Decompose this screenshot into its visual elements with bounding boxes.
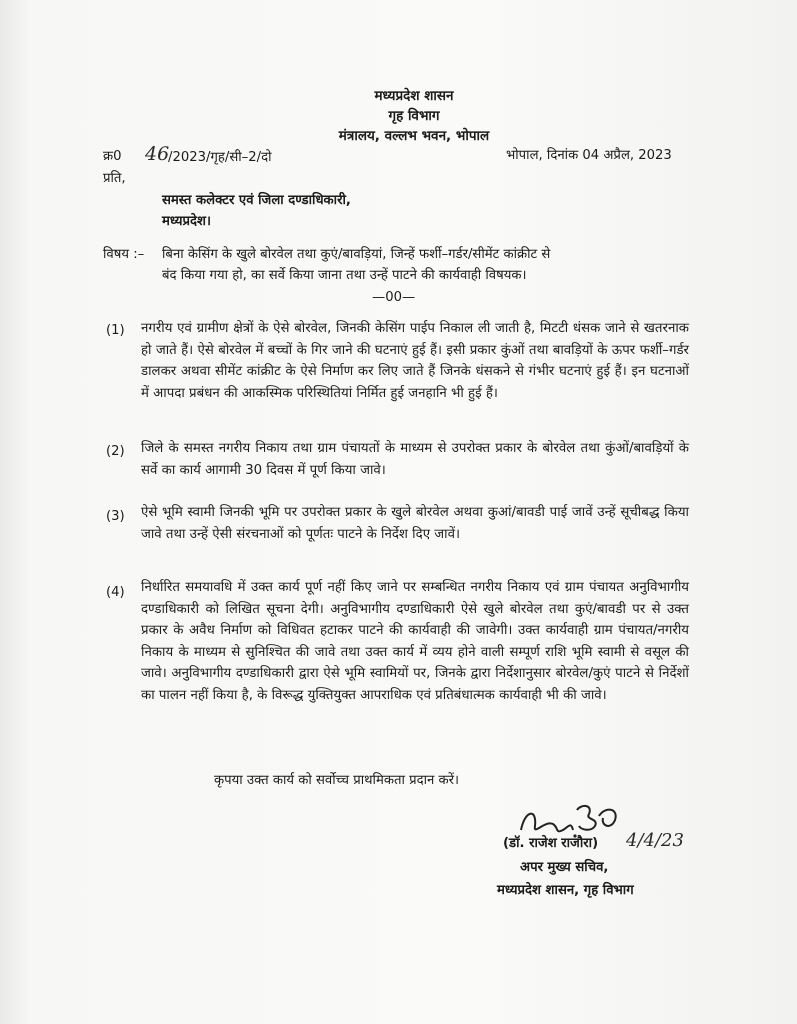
subject-line-1: बिना केसिंग के खुले बोरवेल तथा कुएं/बावड़ियां, जिन्हें फर्शी–गर्डर/सीमेंट कांक्रीट से: [162, 247, 551, 262]
closing-request: कृपया उक्त कार्य को सर्वोच्च प्राथमिकता प्रदान करें।: [214, 773, 460, 788]
paragraph-3-text: ऐसे भूमि स्वामी जिनकी भूमि पर उपरोक्त प्रकार के खुले बोरवेल अथवा कुआं/बावडी पाई जावें उन्हें सूचीबद्ध किया जावे तथा उन्हें ऐसी संरचनाओं को पूर्णतः पाटने के निर्देश दिए जावें।: [141, 505, 689, 542]
signatory-designation: अपर मुख्य सचिव,: [520, 860, 609, 875]
paragraph-3-number: (3): [106, 509, 125, 524]
handwritten-reference-number: 46: [145, 143, 170, 165]
paragraph-1-text: नगरीय एवं ग्रामीण क्षेत्रों के ऐसे बोरवेल, जिनकी केसिंग पाईप निकाल ली जाती है, मिटटी धंसक जाने से खतरनाक हो जाते हैं। ऐसे बोरवेल में बच्चों के गिर जाने की घटनाएं हुई हैं। इसी प्रकार कुंओं तथा बावड़ियों के ऊपर फर्शी–गर्डर डालकर अथवा सीमेंट कांक्रीट के ऐसे निर्माण कर लिए जाते हैं जिनके धंसकने से गंभीर घटनाएं हुई हैं। इन घटनाओं में आपदा प्रबंधन की आकस्मिक परिस्थितियां निर्मित हुई जनहानि भी हुई हैं।: [141, 321, 689, 401]
paragraph-1-number: (1): [106, 323, 125, 338]
signatory-department: मध्यप्रदेश शासन, गृह विभाग: [497, 883, 634, 898]
recipient-line-2: मध्यप्रदेश।: [162, 214, 211, 229]
recipient-line-1: समस्त कलेक्टर एवं जिला दण्डाधिकारी,: [162, 193, 351, 208]
to-label: प्रति,: [103, 171, 126, 186]
reference-prefix: क्र0: [103, 149, 122, 164]
paragraph-2-number: (2): [106, 444, 125, 459]
letter-date: भोपाल, दिनांक 04 अप्रैल, 2023: [506, 148, 672, 163]
handwritten-signature-date: 4/4/23: [626, 830, 684, 851]
paragraph-4-text: निर्धारित समयावधि में उक्त कार्य पूर्ण नहीं किए जाने पर सम्बन्धित नगरीय निकाय एवं ग्राम पंचायत अनुविभागीय दण्डाधिकारी को लिखित सूचना देगी। अनुविभागीय दण्डाधिकारी ऐसे खुले बोरवेल तथा कुएं/बावडी पर से उक्त प्रकार के अवैध निर्माण को विधिवत हटाकर पाटने की कार्यवाही की जावेगी। उक्त कार्यवाही ग्राम पंचायत/नगरीय निकाय के माध्यम से सुनिश्चित की जावे तथा उक्त कार्य में व्यय होने वाली सम्पूर्ण राशि भूमि स्वामी से वसूल की जावे। अनुविभागीय दण्डाधिकारी द्वारा ऐसे भूमि स्वामियों पर, जिनके द्वारा निर्देशानुसार बोरवेल/कुएं पाटने से निर्देशों का पालन नहीं किया है, के विरूद्ध युक्तियुक्त आपराधिक एवं प्रतिबंधात्मक कार्यवाही भी की जावे।: [141, 580, 689, 703]
subject-line-2: बंद किया गया हो, का सर्वे किया जाना तथा उन्हें पाटने की कार्यवाही विषयक।: [162, 268, 527, 283]
signatory-name: (डॉ. राजेश राजौरा): [503, 836, 599, 851]
reference-number: /2023/गृह/सी–2/दो: [168, 150, 272, 165]
subject-separator: —00—: [372, 290, 416, 305]
header-line-2: गृह विभाग: [388, 108, 440, 124]
header-line-1: मध्यप्रदेश शासन: [374, 88, 454, 104]
subject-label: विषय :–: [103, 247, 145, 262]
paragraph-4-number: (4): [106, 585, 125, 600]
paragraph-2-text: जिले के समस्त नगरीय निकाय तथा ग्राम पंचायतों के माध्यम से उपरोक्त प्रकार के बोरवेल तथा कुंओं/बावड़ियों के सर्वे का कार्य आगामी 30 दिवस में पूर्ण किया जावे।: [141, 441, 689, 478]
header-line-3: मंत्रालय, वल्लभ भवन, भोपाल: [338, 128, 490, 144]
